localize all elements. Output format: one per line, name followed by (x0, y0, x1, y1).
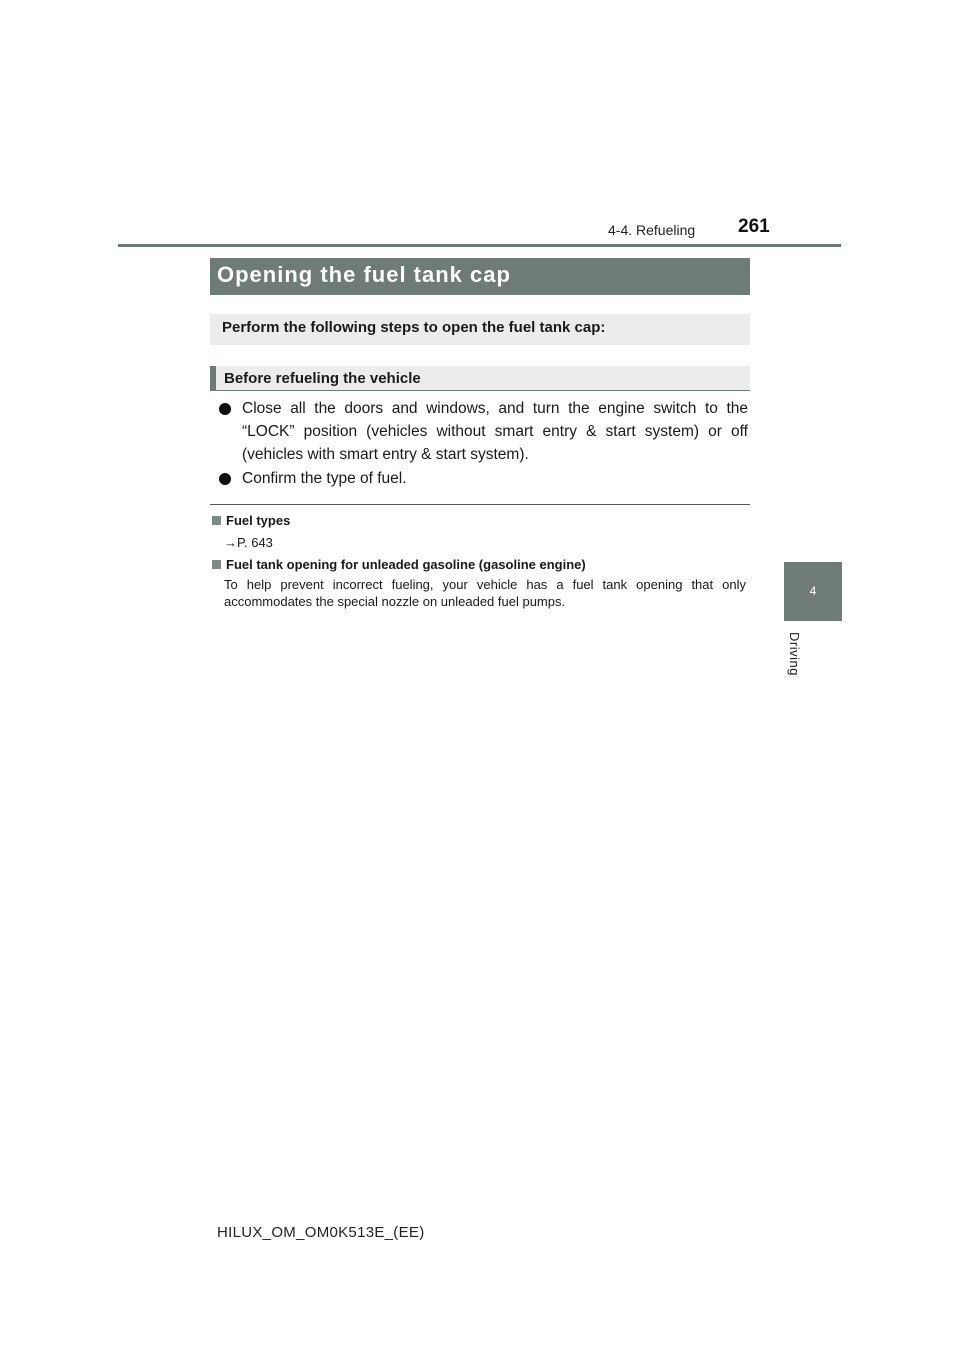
bullet-icon (219, 403, 231, 415)
intro-text: Perform the following steps to open the fuel tank cap: (210, 314, 750, 345)
note-fuel-tank-opening (210, 556, 746, 610)
list-item (218, 467, 748, 490)
bullet-text: Close all the doors and windows, and turn the engine switch to the “LOCK” position (vehicles without smart entry & start system) or off (vehicles with smart entry & start system). (242, 400, 748, 463)
note-title-text: Fuel tank opening for unleaded gasoline (gasoline engine) (226, 557, 586, 572)
chapter-tab (784, 562, 842, 621)
note-title (210, 512, 746, 529)
bullet-list (218, 397, 748, 491)
note-body: To help prevent incorrect fueling, your vehicle has a fuel tank opening that only accommodates the special nozzle on unleaded fuel pumps. (224, 577, 746, 609)
subheading: Before refueling the vehicle (210, 366, 750, 391)
list-item (218, 397, 748, 466)
chapter-number: 4 (809, 584, 817, 598)
header-divider (118, 244, 841, 247)
page-reference-link[interactable]: →P. 643 (224, 535, 273, 550)
section-header: 4-4. Refueling (608, 222, 696, 238)
note-title-text: Fuel types (226, 513, 291, 528)
bullet-text: Confirm the type of fuel. (242, 470, 407, 487)
note-title (210, 556, 746, 573)
notes-divider (210, 504, 750, 505)
square-bullet-icon (212, 516, 221, 525)
note-fuel-types (210, 512, 746, 551)
page-title: Opening the fuel tank cap (210, 258, 750, 295)
page-number: 261 (738, 216, 770, 237)
square-bullet-icon (212, 560, 221, 569)
bullet-icon (219, 473, 231, 485)
chapter-label: Driving (787, 632, 802, 676)
document-footer: HILUX_OM_OM0K513E_(EE) (217, 1224, 425, 1241)
